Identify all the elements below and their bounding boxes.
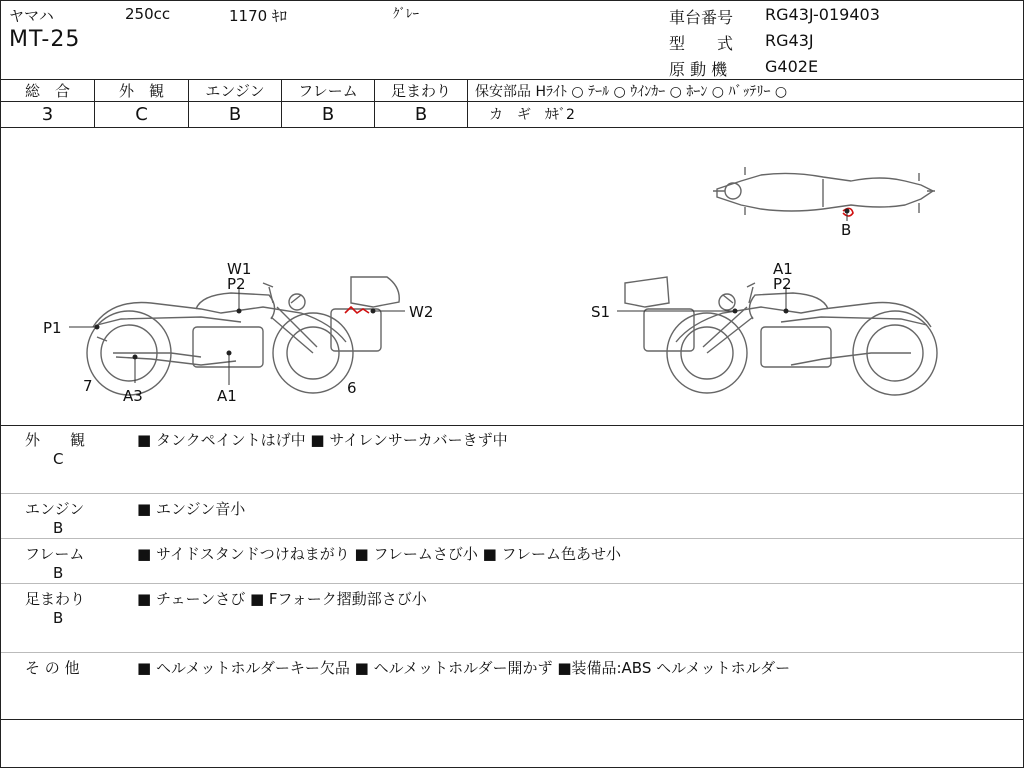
label-a1-right: A1: [773, 260, 793, 278]
keys: カ ギ ｶｷﾞ2: [489, 107, 575, 123]
grade-engine-value: B: [228, 104, 242, 125]
maker: ヤマハ: [9, 7, 54, 25]
right-side-bike: [625, 277, 937, 395]
grade-total-value: 3: [41, 104, 54, 125]
type-value: RG43J: [765, 31, 814, 50]
frame-no-label: 車台番号: [669, 8, 734, 27]
grade-exterior: [95, 79, 189, 127]
color: ｸﾞﾚｰ: [393, 7, 419, 22]
label-p2-right: P2: [773, 275, 792, 293]
note-suspension-text: ■ チェーンさび ■ Fフォーク摺動部さび小: [137, 590, 427, 608]
note-engine-label: エンジン: [25, 500, 85, 518]
grade-engine: [189, 79, 282, 127]
grade-frame: [282, 79, 375, 127]
damage-diagram: [1, 127, 1023, 426]
label-a3: A3: [123, 387, 143, 405]
grade-suspension-label: 足まわり: [390, 82, 451, 100]
top-view-bike: [713, 167, 935, 215]
grade-frame-label: フレーム: [298, 82, 358, 100]
note-exterior-grade: C: [53, 450, 64, 468]
note-suspension-grade: B: [53, 609, 64, 627]
grade-engine-label: エンジン: [205, 82, 265, 100]
note-exterior-text: ■ タンクペイントはげ中 ■ サイレンサーカバーきず中: [137, 431, 508, 449]
grade-total: [1, 79, 95, 127]
note-engine-text: ■ エンジン音小: [137, 500, 246, 518]
grade-suspension-value: B: [414, 104, 428, 125]
header: [1, 1, 1023, 80]
label-b-top: B: [841, 221, 852, 239]
note-frame-grade: B: [53, 564, 64, 582]
safety-divider: [467, 101, 1023, 102]
label-7: 7: [83, 377, 93, 395]
label-a1-left: A1: [217, 387, 237, 405]
engine-value: G402E: [765, 57, 819, 76]
engine-label: 原 動 機: [669, 60, 728, 79]
grade-total-label: 総 合: [24, 82, 70, 100]
note-suspension: [1, 584, 1023, 653]
frame-no: RG43J-019403: [765, 5, 880, 24]
grade-suspension: [375, 79, 468, 127]
note-suspension-label: 足まわり: [25, 590, 86, 608]
grade-frame-value: B: [321, 104, 335, 125]
label-p2-left: P2: [227, 275, 246, 293]
left-leaders: [69, 287, 405, 385]
label-p1: P1: [43, 319, 62, 337]
motorcycle-drawings: [1, 127, 1023, 425]
note-engine-grade: B: [53, 519, 64, 537]
grade-exterior-label: 外 観: [118, 82, 164, 100]
note-other: [1, 653, 1023, 720]
damage-mark: [345, 307, 369, 313]
label-w2: W2: [409, 303, 434, 321]
safety-parts: 保安部品 Hﾗｲﾄ ○ ﾃｰﾙ ○ ｳｲﾝｶｰ ○ ﾎｰﾝ ○ ﾊﾞｯﾃﾘｰ ○: [475, 84, 788, 100]
model-name: MT-25: [9, 27, 81, 52]
note-frame: [1, 539, 1023, 584]
note-exterior-label: 外 観: [25, 431, 86, 449]
note-engine: [1, 494, 1023, 539]
mileage: 1170 ｷﾛ: [229, 7, 287, 25]
label-w1: W1: [227, 260, 252, 278]
note-exterior: [1, 425, 1023, 494]
inspection-notes: [1, 425, 1023, 767]
note-other-text: ■ ヘルメットホルダーキー欠品 ■ ヘルメットホルダー開かず ■装備品:ABS ヘルメットホルダー: [137, 659, 791, 677]
note-frame-text: ■ サイドスタンドつけねまがり ■ フレームさび小 ■ フレーム色あせ小: [137, 545, 621, 563]
label-6: 6: [347, 379, 357, 397]
displacement: 250cc: [125, 5, 171, 23]
type-label: 型 式: [669, 34, 734, 53]
left-side-bike: [87, 277, 399, 395]
grade-row: [1, 79, 1023, 128]
label-s1: S1: [591, 303, 611, 321]
note-other-label: そ の 他: [25, 659, 80, 677]
leader-dots: [95, 209, 850, 360]
grade-exterior-value: C: [135, 104, 148, 125]
note-frame-label: フレーム: [25, 545, 85, 563]
